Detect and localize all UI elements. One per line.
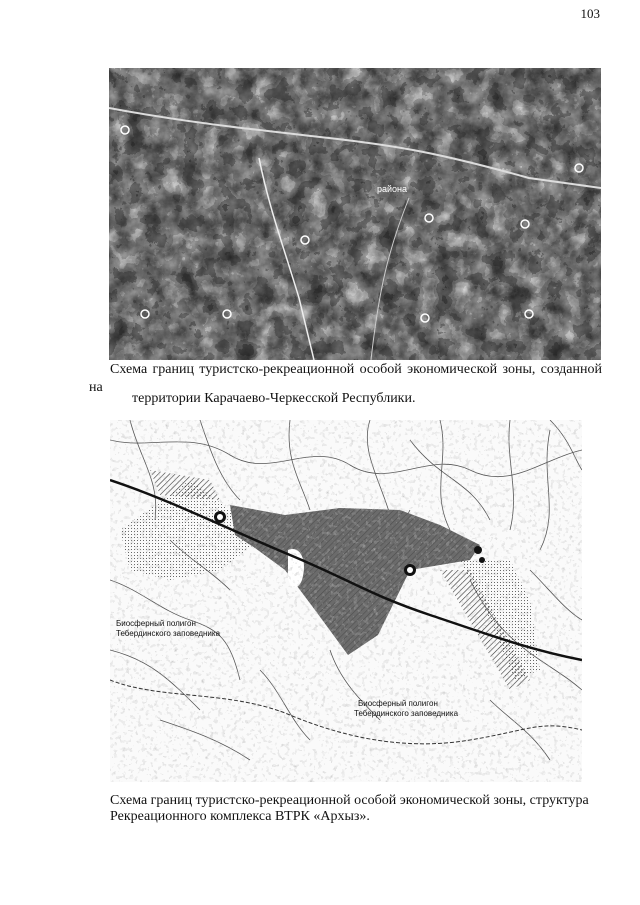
scan-speckle — [110, 420, 582, 782]
figure1-caption-prefix: на — [89, 380, 103, 395]
topographic-map-image — [110, 420, 582, 782]
biosphere-polygon-label-2a: Биосферный полигон — [358, 699, 438, 708]
figure1-caption-line2: территории Карачаево-Черкесской Республики. — [132, 391, 416, 406]
figure2-caption-line2: Рекреационного комплекса ВТРК «Архыз». — [110, 809, 370, 824]
figure2-caption-line1: Схема границ туристско-рекреационной особой экономической зоны, структура — [110, 793, 589, 808]
topographic-map-figure — [110, 420, 582, 782]
figure1-caption-line1: Схема границ туристско-рекреационной особой экономической зоны, созданной — [110, 362, 602, 377]
satellite-relief-texture — [109, 68, 601, 360]
page-number: 103 — [580, 6, 600, 21]
figure2-caption — [110, 793, 590, 825]
satellite-map-figure — [109, 68, 601, 360]
satellite-map-image — [109, 68, 601, 360]
biosphere-polygon-label-2b: Тебердинского заповедника — [354, 709, 459, 718]
biosphere-polygon-label-1b: Тебердинского заповедника — [116, 629, 221, 638]
district-label: района — [377, 184, 408, 194]
biosphere-polygon-label-1a: Биосферный полигон — [116, 619, 196, 628]
